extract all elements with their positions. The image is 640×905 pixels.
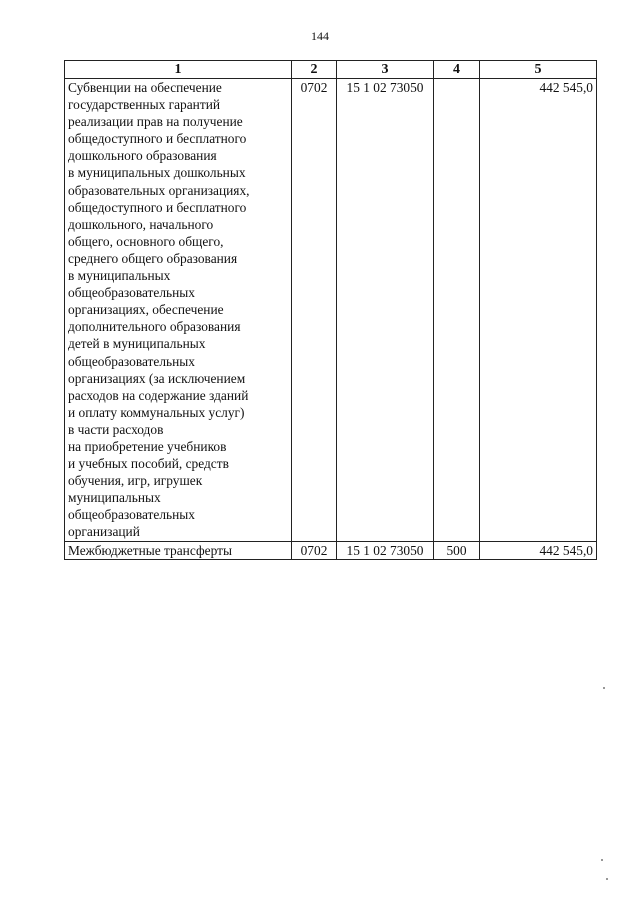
row-name-line: организаций — [68, 524, 140, 540]
row-name-line: в части расходов — [68, 421, 164, 437]
row-name-line: дошкольного, начального — [68, 216, 214, 232]
row-name-line: расходов на содержание зданий — [68, 387, 249, 403]
row-target-code: 15 1 02 73050 — [337, 79, 434, 542]
row-name-line: общедоступного и бесплатного — [68, 199, 247, 215]
row-name-line: организациях (за исключением — [68, 370, 246, 386]
row-name-line: и оплату коммунальных услуг) — [68, 404, 245, 420]
row-name-line: и учебных пособий, средств — [68, 456, 229, 472]
table-header-row — [65, 61, 597, 79]
row-name-line: в муниципальных — [68, 268, 171, 284]
row-name-line: общеобразовательных — [68, 285, 196, 301]
row-name-line: дополнительного образования — [68, 319, 241, 335]
table-row — [65, 79, 597, 542]
row-name-line: Межбюджетные трансферты — [68, 542, 232, 558]
header-col-1: 1 — [65, 61, 292, 79]
scan-speck — [606, 878, 608, 880]
page-number: 144 — [311, 29, 329, 43]
row-name-line: среднего общего образования — [68, 250, 238, 266]
row-target-code: 15 1 02 73050 — [337, 541, 434, 559]
row-name-line: муниципальных — [68, 490, 161, 506]
row-expense-type: 500 — [434, 541, 480, 559]
row-expense-type — [434, 79, 480, 542]
row-name-line: реализации прав на получение — [68, 114, 243, 130]
row-name-cell — [65, 541, 292, 559]
row-name-line: обучения, игр, игрушек — [68, 473, 203, 489]
row-name-line: в муниципальных дошкольных — [68, 165, 246, 181]
scan-speck — [603, 687, 605, 689]
row-name-line: детей в муниципальных — [68, 336, 206, 352]
row-name-line: на приобретение учебников — [68, 438, 227, 454]
row-section-code: 0702 — [292, 79, 337, 542]
row-name-line: общеобразовательных — [68, 507, 196, 523]
header-col-3: 3 — [337, 61, 434, 79]
row-amount: 442 545,0 — [480, 541, 597, 559]
row-name-line: государственных гарантий — [68, 97, 221, 113]
budget-table — [64, 60, 597, 560]
row-name-line: Субвенции на обеспечение — [68, 80, 222, 95]
row-amount: 442 545,0 — [480, 79, 597, 542]
table-row — [65, 541, 597, 559]
row-name-line: общего, основного общего, — [68, 233, 224, 249]
row-name-line: организациях, обеспечение — [68, 302, 224, 318]
row-name-line: общеобразовательных — [68, 353, 196, 369]
scan-speck — [601, 859, 603, 861]
row-name-line: общедоступного и бесплатного — [68, 131, 247, 147]
row-name-cell — [65, 79, 292, 542]
row-name-line: дошкольного образования — [68, 148, 217, 164]
header-col-2: 2 — [292, 61, 337, 79]
header-col-4: 4 — [434, 61, 480, 79]
row-section-code: 0702 — [292, 541, 337, 559]
row-name-line: образовательных организациях, — [68, 182, 250, 198]
header-col-5: 5 — [480, 61, 597, 79]
